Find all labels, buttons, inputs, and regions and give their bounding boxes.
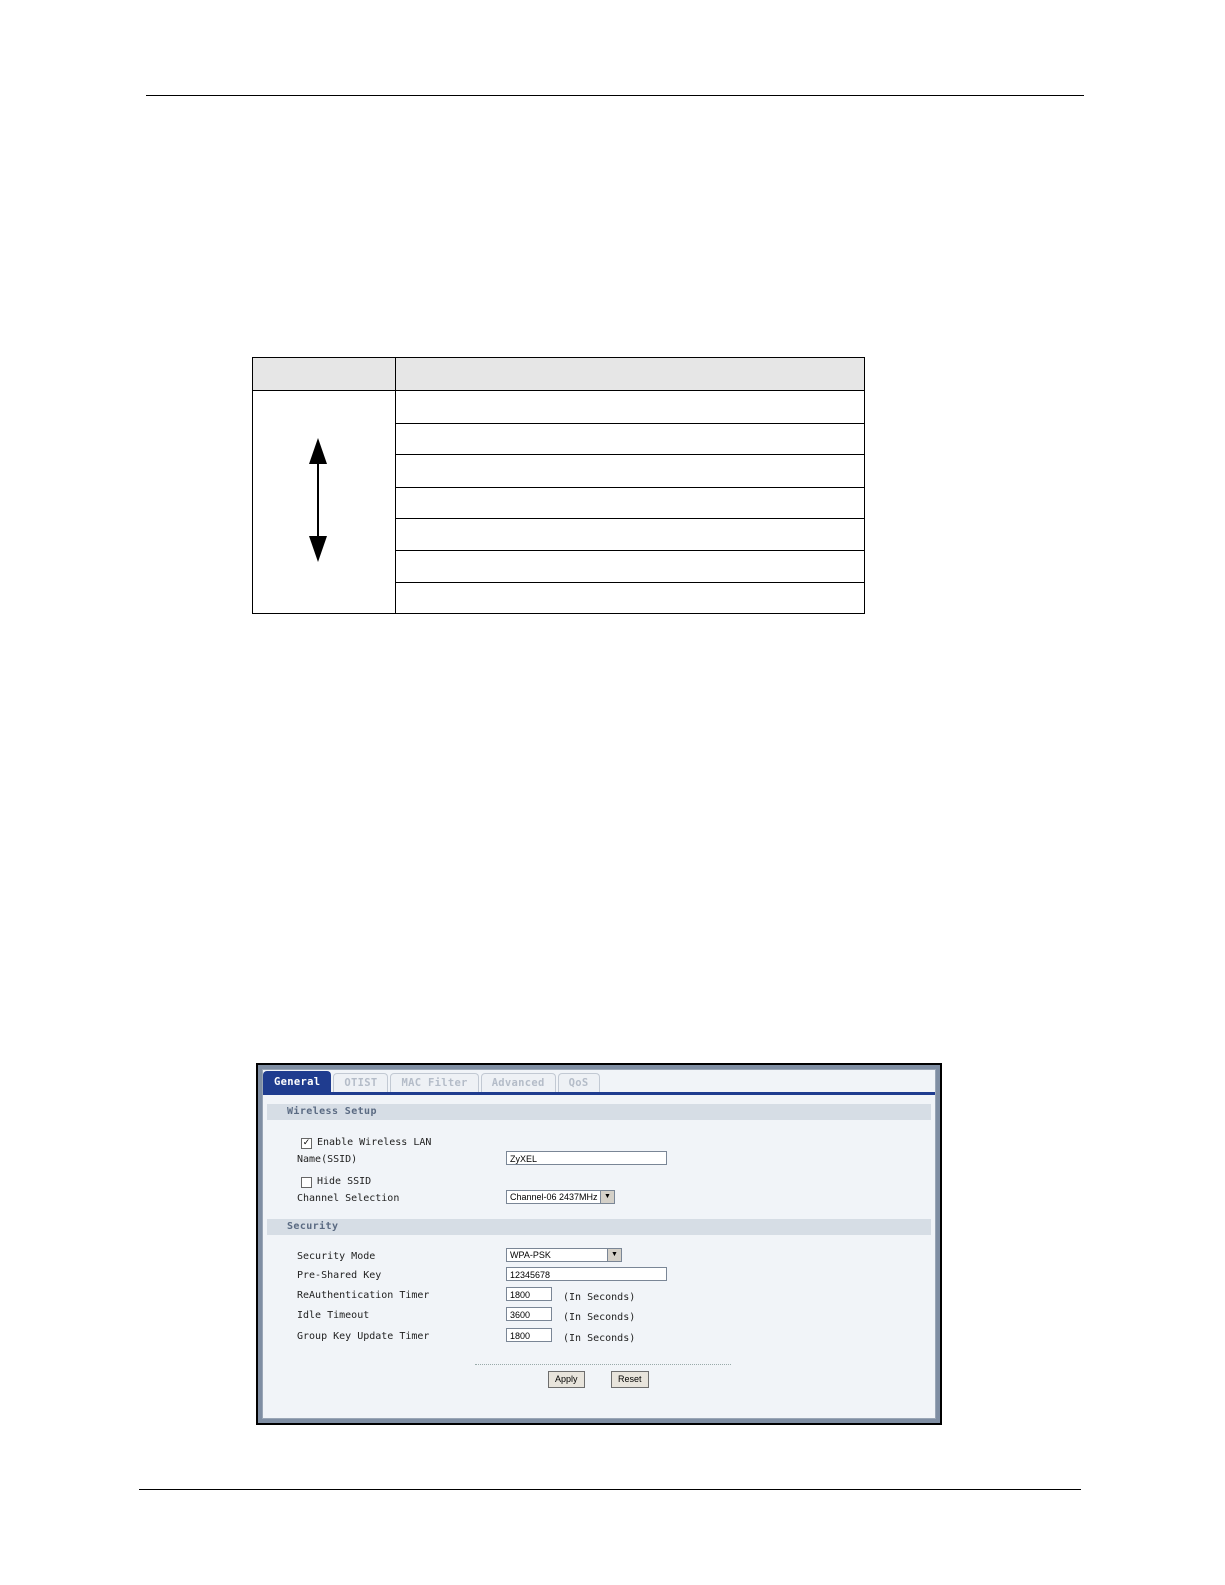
table-row bbox=[395, 582, 864, 583]
tab-general[interactable]: General bbox=[263, 1071, 331, 1092]
double-arrow-icon bbox=[303, 438, 333, 563]
channel-label: Channel Selection bbox=[297, 1193, 400, 1204]
reauth-label: ReAuthentication Timer bbox=[297, 1290, 430, 1301]
security-level-table bbox=[252, 357, 865, 614]
divider bbox=[475, 1364, 731, 1365]
reauth-input[interactable]: 1800 bbox=[506, 1287, 552, 1301]
psk-input[interactable]: 12345678 bbox=[506, 1267, 667, 1281]
enable-wlan-label: Enable Wireless LAN bbox=[317, 1137, 432, 1148]
table-row bbox=[395, 487, 864, 488]
screen-content bbox=[262, 1069, 936, 1419]
wireless-general-screen bbox=[256, 1063, 942, 1425]
channel-select[interactable] bbox=[506, 1190, 615, 1204]
section-wireless-setup: Wireless Setup bbox=[267, 1104, 931, 1120]
tab-advanced[interactable]: Advanced bbox=[481, 1073, 556, 1092]
table-row bbox=[395, 518, 864, 519]
tab-qos[interactable]: QoS bbox=[558, 1073, 600, 1092]
tab-mac-filter[interactable]: MAC Filter bbox=[390, 1073, 478, 1092]
group-key-input[interactable]: 1800 bbox=[506, 1328, 552, 1342]
table-row bbox=[395, 423, 864, 424]
idle-unit: (In Seconds) bbox=[563, 1312, 636, 1323]
enable-wlan-checkbox[interactable]: ✓ bbox=[302, 1138, 311, 1148]
channel-value: Channel-06 2437MHz bbox=[510, 1192, 598, 1202]
ssid-input[interactable]: ZyXEL bbox=[506, 1151, 667, 1165]
group-key-unit: (In Seconds) bbox=[563, 1333, 636, 1344]
psk-label: Pre-Shared Key bbox=[297, 1270, 382, 1281]
ssid-label: Name(SSID) bbox=[297, 1154, 358, 1165]
reauth-unit: (In Seconds) bbox=[563, 1292, 636, 1303]
security-mode-value: WPA-PSK bbox=[510, 1250, 551, 1260]
header-rule bbox=[146, 95, 1084, 96]
hide-ssid-label: Hide SSID bbox=[317, 1176, 372, 1187]
group-key-label: Group Key Update Timer bbox=[297, 1331, 430, 1342]
idle-label: Idle Timeout bbox=[297, 1310, 370, 1321]
section-security: Security bbox=[267, 1219, 931, 1235]
table-row bbox=[395, 390, 864, 391]
table-row bbox=[395, 454, 864, 455]
idle-input[interactable]: 3600 bbox=[506, 1307, 552, 1321]
reset-button[interactable]: Reset bbox=[611, 1371, 649, 1388]
footer-rule bbox=[139, 1489, 1081, 1490]
hide-ssid-checkbox[interactable] bbox=[301, 1177, 312, 1188]
chevron-down-icon: ▼ bbox=[607, 1249, 621, 1261]
security-mode-select[interactable] bbox=[506, 1248, 622, 1262]
apply-button[interactable]: Apply bbox=[548, 1371, 585, 1388]
tab-otist[interactable]: OTIST bbox=[333, 1073, 388, 1092]
tab-bar bbox=[263, 1070, 600, 1092]
security-mode-label: Security Mode bbox=[297, 1251, 376, 1262]
chevron-down-icon: ▼ bbox=[600, 1191, 614, 1203]
table-row bbox=[395, 550, 864, 551]
table-header-row bbox=[253, 358, 864, 391]
